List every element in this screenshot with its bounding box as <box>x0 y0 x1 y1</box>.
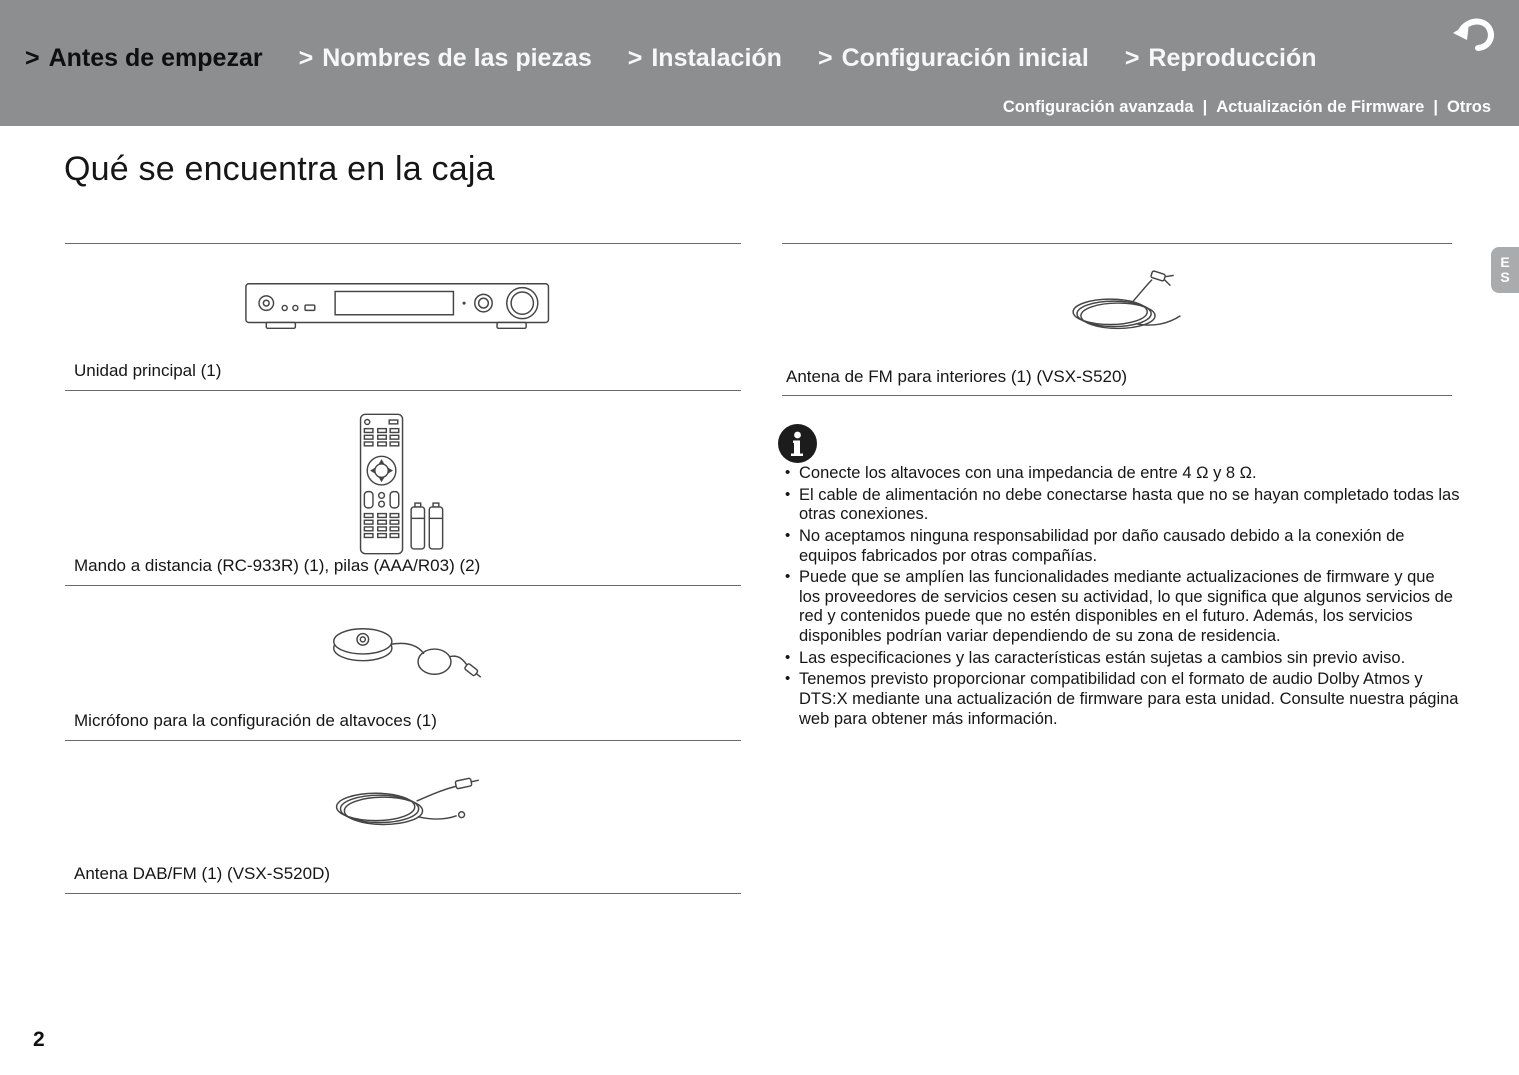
nav-label: Nombres de las piezas <box>322 44 592 72</box>
nav-item-nombres-de-las-piezas[interactable] <box>299 44 592 73</box>
item-label: Mando a distancia (RC-933R) (1), pilas (AAA/R03) (2) <box>74 556 481 575</box>
nav-caret: > <box>298 44 314 72</box>
note-item: • Conecte los altavoces con una impedancia de entre 4 Ω y 8 Ω. <box>782 464 1460 484</box>
nav-item-antes-de-empezar[interactable] <box>25 44 263 73</box>
box-item-main-unit <box>65 243 741 390</box>
header-bar <box>0 0 1519 126</box>
subnav-item-actualizacion-firmware[interactable]: Actualización de Firmware <box>1216 98 1425 116</box>
language-tab[interactable]: ES <box>1491 247 1519 293</box>
back-icon[interactable] <box>1451 16 1497 54</box>
nav-caret: > <box>1124 44 1140 72</box>
note-item: • Las especificaciones y las características están sujetas a cambios sin previo aviso. <box>782 649 1460 669</box>
subnav-item-otros[interactable]: Otros <box>1446 98 1491 116</box>
item-label: Antena de FM para interiores (1) (VSX-S520) <box>786 367 1128 386</box>
page-title: Qué se encuentra en la caja <box>64 150 495 188</box>
nav-caret: > <box>627 44 643 72</box>
note-item: • No aceptamos ninguna responsabilidad por daño causado debido a la conexión de equipos fabricados por otras compañías. <box>782 527 1460 566</box>
subnav-item-configuracion-avanzada[interactable]: Configuración avanzada <box>1002 98 1194 116</box>
fm-indoor-antenna-illustration <box>782 268 1452 343</box>
sub-nav <box>1003 98 1491 117</box>
box-item-fm-indoor-antenna <box>782 243 1452 396</box>
remote-and-batteries-illustration <box>65 409 741 559</box>
main-nav <box>25 44 1317 73</box>
info-icon <box>777 423 818 464</box>
nav-item-configuracion-inicial[interactable] <box>818 44 1089 73</box>
nav-item-reproduccion[interactable] <box>1125 44 1317 73</box>
main-unit-illustration <box>65 278 741 336</box>
nav-item-instalacion[interactable] <box>628 44 782 73</box>
setup-microphone-illustration <box>65 614 741 689</box>
note-item: • El cable de alimentación no debe conectarse hasta que no se hayan completado todas las otras conexiones. <box>782 486 1460 525</box>
nav-label: Configuración inicial <box>841 44 1089 72</box>
nav-label: Antes de empezar <box>48 44 263 72</box>
item-label: Antena DAB/FM (1) (VSX-S520D) <box>74 864 331 883</box>
nav-label: Reproducción <box>1148 44 1317 72</box>
nav-caret: > <box>817 44 833 72</box>
nav-caret: > <box>25 44 40 72</box>
box-item-remote <box>65 390 741 585</box>
item-label: Micrófono para la configuración de altavoces (1) <box>74 711 437 730</box>
subnav-separator: | <box>1433 98 1438 116</box>
box-item-microphone <box>65 585 741 740</box>
subnav-separator: | <box>1202 98 1208 116</box>
note-item: • Tenemos previsto proporcionar compatibilidad con el formato de audio Dolby Atmos y DTS:X mediante una actualización de firmware para esta unidad. Consulte nuestra página web para obtener más información. <box>782 670 1460 729</box>
dab-fm-antenna-illustration <box>65 771 741 835</box>
notes-list <box>782 464 1460 731</box>
note-item: • Puede que se amplíen las funcionalidades mediante actualizaciones de firmware y que los proveedores de servicios cesen su actividad, lo que significa que algunos servicios de red y contenidos puede que no estén disponibles en el futuro. Además, los servicios disponibles podrían variar dependiendo de su zona de residencia. <box>782 568 1460 647</box>
page-number: 2 <box>33 1028 45 1051</box>
item-label: Unidad principal (1) <box>74 361 222 380</box>
divider-line <box>65 893 741 894</box>
nav-label: Instalación <box>651 44 782 72</box>
box-item-dab-fm-antenna <box>65 740 741 893</box>
